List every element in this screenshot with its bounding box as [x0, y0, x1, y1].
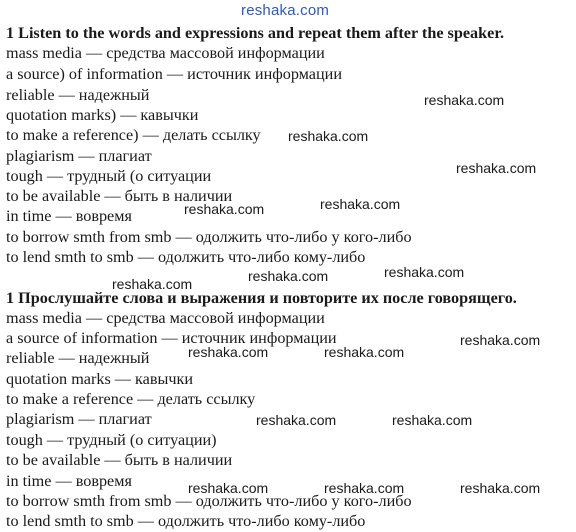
watermark: reshaka.com: [324, 344, 405, 360]
watermark: reshaka.com: [384, 264, 465, 280]
vocab-line-ru-1: mass media — средства массовой информации: [6, 309, 325, 327]
watermark: reshaka.com: [324, 480, 405, 496]
vocab-line-ru-6: plagiarism — плагиат: [6, 410, 152, 428]
vocab-line-ru-9: in time — вовремя: [6, 472, 132, 490]
vocab-line-ru-2: a source of information — источник информации: [6, 329, 337, 347]
exercise-heading-en: 1 Listen to the words and expressions and repeat them after the speaker.: [6, 24, 505, 42]
vocab-line-en-4: quotation marks) — кавычки: [6, 106, 199, 124]
vocab-line-en-10: to borrow smth from smb — одолжить что-либо у кого-либо: [6, 228, 412, 246]
watermark: reshaka.com: [184, 201, 265, 217]
watermark: reshaka.com: [460, 332, 541, 348]
vocab-line-ru-3: reliable — надежный: [6, 349, 150, 367]
vocab-line-en-6: plagiarism — плагиат: [6, 147, 152, 165]
vocab-line-en-5: to make a reference) — делать ссылку: [6, 126, 261, 144]
watermark: reshaka.com: [320, 196, 401, 212]
watermark: reshaka.com: [424, 92, 505, 108]
vocab-line-en-7: tough — трудный (о ситуации: [6, 167, 212, 185]
vocab-line-ru-10: to borrow smth from smb — одолжить что-либо у кого-либо: [6, 492, 412, 510]
watermark: reshaka.com: [188, 344, 269, 360]
vocab-line-en-2: a source) of information — источник информации: [6, 65, 342, 83]
vocab-line-ru-11: to lend smth to smb — одолжить что-либо кому-либо: [6, 512, 366, 530]
vocab-line-en-3: reliable — надежный: [6, 86, 150, 104]
vocab-line-en-1: mass media — средства массовой информации: [6, 44, 325, 62]
watermark: reshaka.com: [460, 480, 541, 496]
watermark: reshaka.com: [288, 128, 369, 144]
vocab-line-ru-5: to make a reference — делать ссылку: [6, 390, 256, 408]
watermark: reshaka.com: [248, 268, 329, 284]
vocab-line-ru-4: quotation marks — кавычки: [6, 370, 194, 388]
vocab-line-en-11: to lend smth to smb — одолжить что-либо кому-либо: [6, 248, 366, 266]
watermark: reshaka.com: [456, 160, 537, 176]
watermark: reshaka.com: [256, 412, 337, 428]
watermark: reshaka.com: [188, 480, 269, 496]
vocab-line-en-8: to be available — быть в наличии: [6, 187, 233, 205]
watermark: reshaka.com: [112, 276, 193, 292]
exercise-heading-ru: 1 Прослушайте слова и выражения и повторите их после говорящего.: [6, 289, 517, 307]
vocab-line-ru-7: tough — трудный (о ситуации): [6, 431, 217, 449]
vocab-line-en-9: in time — вовремя: [6, 207, 132, 225]
vocab-line-ru-8: to be available — быть в наличии: [6, 451, 233, 469]
site-watermark-top: reshaka.com: [241, 2, 330, 19]
watermark: reshaka.com: [392, 412, 473, 428]
